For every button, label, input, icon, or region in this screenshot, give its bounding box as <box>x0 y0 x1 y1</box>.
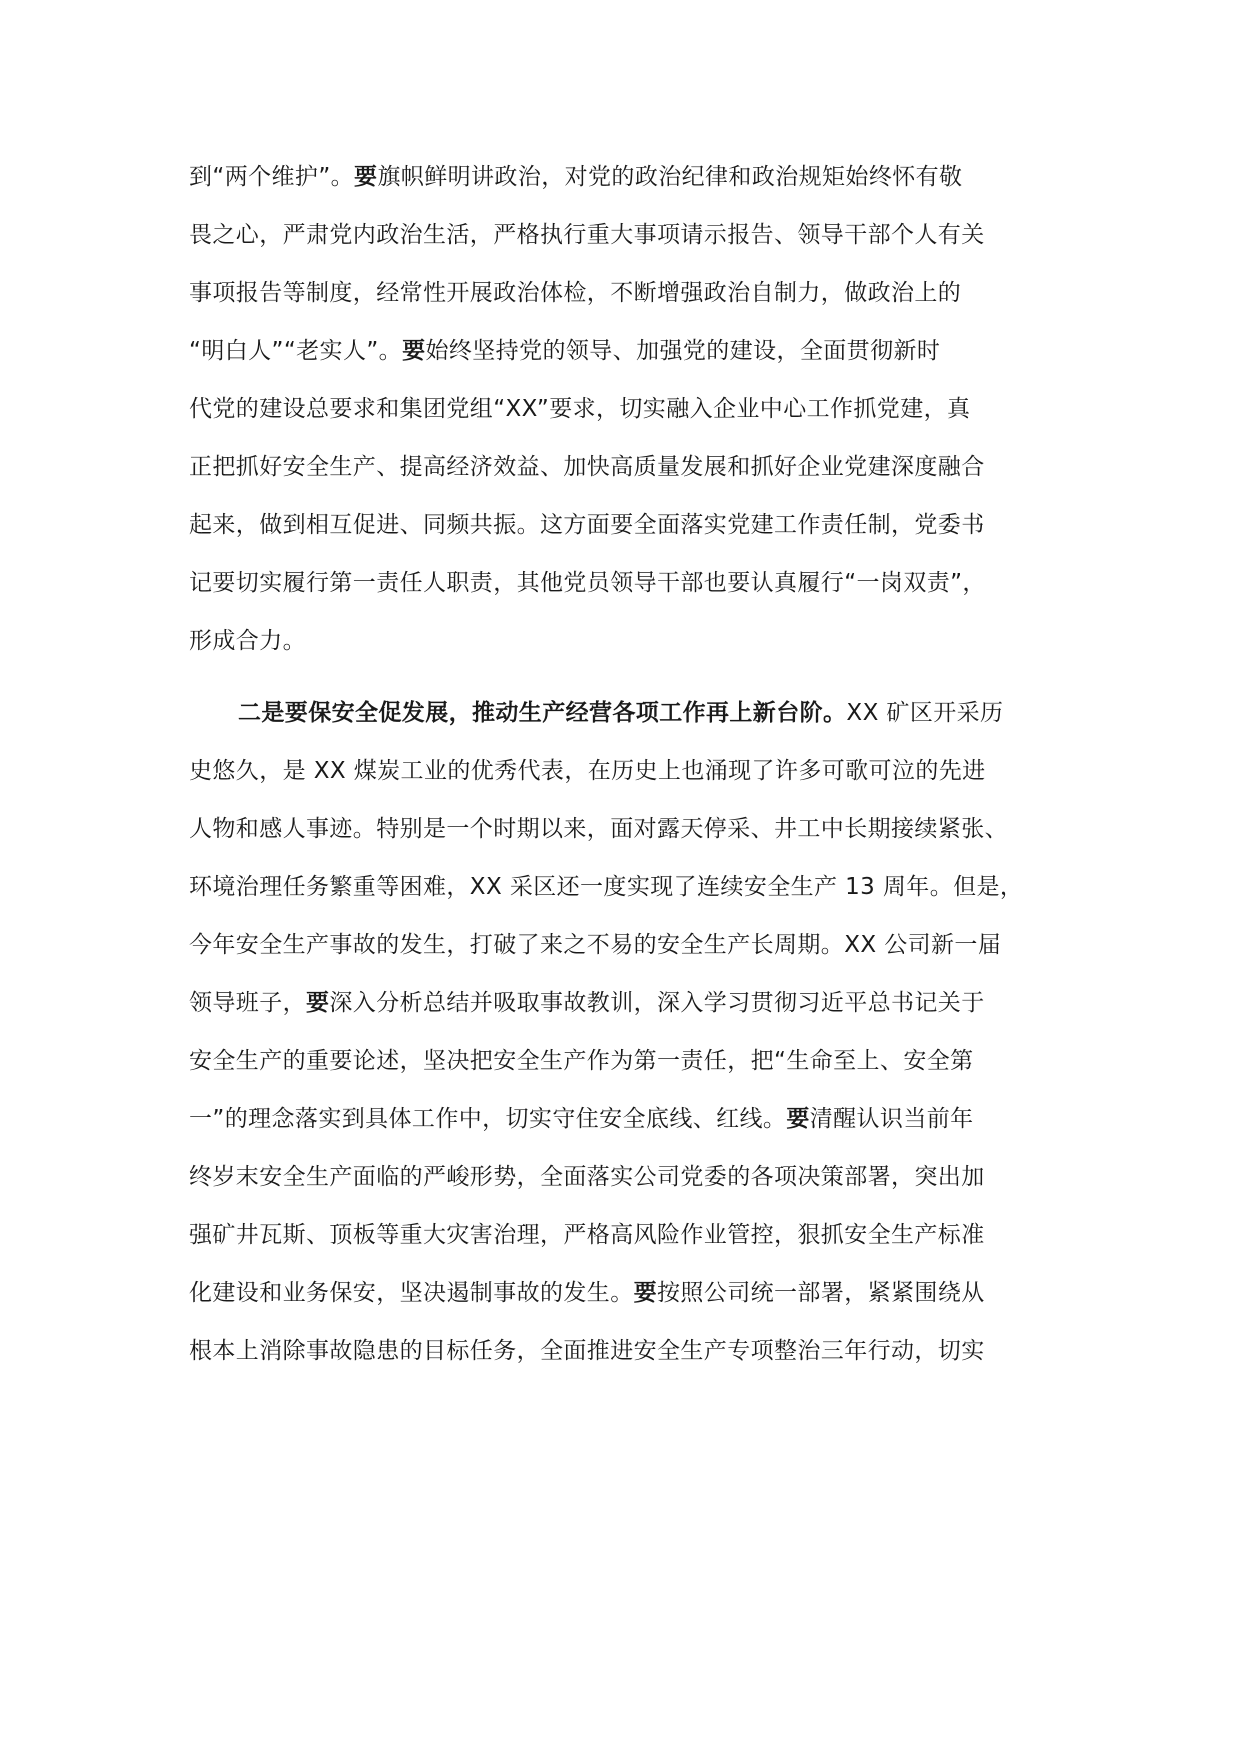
text-run: XX 矿区开采历 <box>846 700 1004 726</box>
text-run: 根本上消除事故隐患的目标任务，全面推进安全生产专项整治三年行动，切实 <box>189 1338 985 1364</box>
text-run: 到“两个维护”。 <box>189 164 355 190</box>
text-run: 形成合力。 <box>189 628 306 654</box>
paragraph-heading-line <box>238 697 1069 729</box>
text-line-5 <box>189 393 1069 425</box>
text-line-13 <box>189 871 1069 903</box>
text-run: 旗帜鲜明讲政治，对党的政治纪律和政治规矩始终怀有敬 <box>377 164 963 190</box>
text-run: 人物和感人事迹。特别是一个时期以来，面对露天停采、井工中长期接续紧张、 <box>189 816 1008 842</box>
text-run: 化建设和业务保安，坚决遏制事故的发生。 <box>189 1280 634 1306</box>
text-line-8 <box>189 567 1069 599</box>
text-run: 代党的建设总要求和集团党组“XX”要求，切实融入企业中心工作抓党建，真 <box>189 396 971 422</box>
text-line-6 <box>189 451 1069 483</box>
text-line-4 <box>189 335 1069 367</box>
text-line-12 <box>189 813 1069 845</box>
text-line-18 <box>189 1161 1069 1193</box>
text-run: 正把抓好安全生产、提高经济效益、加快高质量发展和抓好企业党建深度融合 <box>189 454 985 480</box>
text-run-bold: 要 <box>306 990 330 1016</box>
text-line-11 <box>189 755 1069 787</box>
text-run: 畏之心，严肃党内政治生活，严格执行重大事项请示报告、领导干部个人有关 <box>189 222 985 248</box>
text-line-20 <box>189 1277 1069 1309</box>
text-run: 记要切实履行第一责任人职责，其他党员领导干部也要认真履行“一岗双责”， <box>189 570 986 596</box>
text-run: 强矿井瓦斯、顶板等重大灾害治理，严格高风险作业管控，狠抓安全生产标准 <box>189 1222 985 1248</box>
text-run: 起来，做到相互促进、同频共振。这方面要全面落实党建工作责任制，党委书 <box>189 512 985 538</box>
text-run: “明白人”“老实人”。 <box>189 338 403 364</box>
text-run-bold: 要 <box>402 338 426 364</box>
text-run: 一”的理念落实到具体工作中，切实守住安全底线、红线。 <box>189 1106 787 1132</box>
text-run: 终岁末安全生产面临的严峻形势，全面落实公司党委的各项决策部署，突出加 <box>189 1164 985 1190</box>
text-run: 始终坚持党的领导、加强党的建设，全面贯彻新时 <box>425 338 941 364</box>
text-line-19 <box>189 1219 1069 1251</box>
text-line-14 <box>189 929 1069 961</box>
text-line-9 <box>189 625 1069 657</box>
text-run: 史悠久，是 XX 煤炭工业的优秀代表，在历史上也涌现了许多可歌可泣的先进 <box>189 758 986 784</box>
text-run: 深入分析总结并吸取事故教训，深入学习贯彻习近平总书记关于 <box>329 990 985 1016</box>
text-line-2 <box>189 219 1069 251</box>
text-run: 今年安全生产事故的发生，打破了来之不易的安全生产长周期。XX 公司新一届 <box>189 932 1002 958</box>
text-run: 安全生产的重要论述，坚决把安全生产作为第一责任，把“生命至上、安全第 <box>189 1048 974 1074</box>
text-line-17 <box>189 1103 1069 1135</box>
text-line-21 <box>189 1335 1069 1367</box>
text-run: 事项报告等制度，经常性开展政治体检，不断增强政治自制力，做政治上的 <box>189 280 962 306</box>
text-run: 清醒认识当前年 <box>809 1106 974 1132</box>
text-line-1 <box>189 161 1069 193</box>
text-run: 环境治理任务繁重等困难，XX 采区还一度实现了连续安全生产 13 周年。但是， <box>189 874 1024 900</box>
text-run-bold: 要 <box>786 1106 810 1132</box>
text-line-15 <box>189 987 1069 1019</box>
text-run-bold: 要 <box>354 164 378 190</box>
text-run: 按照公司统一部署，紧紧围绕从 <box>657 1280 985 1306</box>
text-run: 领导班子， <box>189 990 306 1016</box>
text-run-bold: 要 <box>633 1280 658 1306</box>
text-line-7 <box>189 509 1069 541</box>
text-line-3 <box>189 277 1069 309</box>
text-line-16 <box>189 1045 1069 1077</box>
section-heading: 二是要保安全促发展，推动生产经营各项工作再上新台阶。 <box>238 700 847 726</box>
